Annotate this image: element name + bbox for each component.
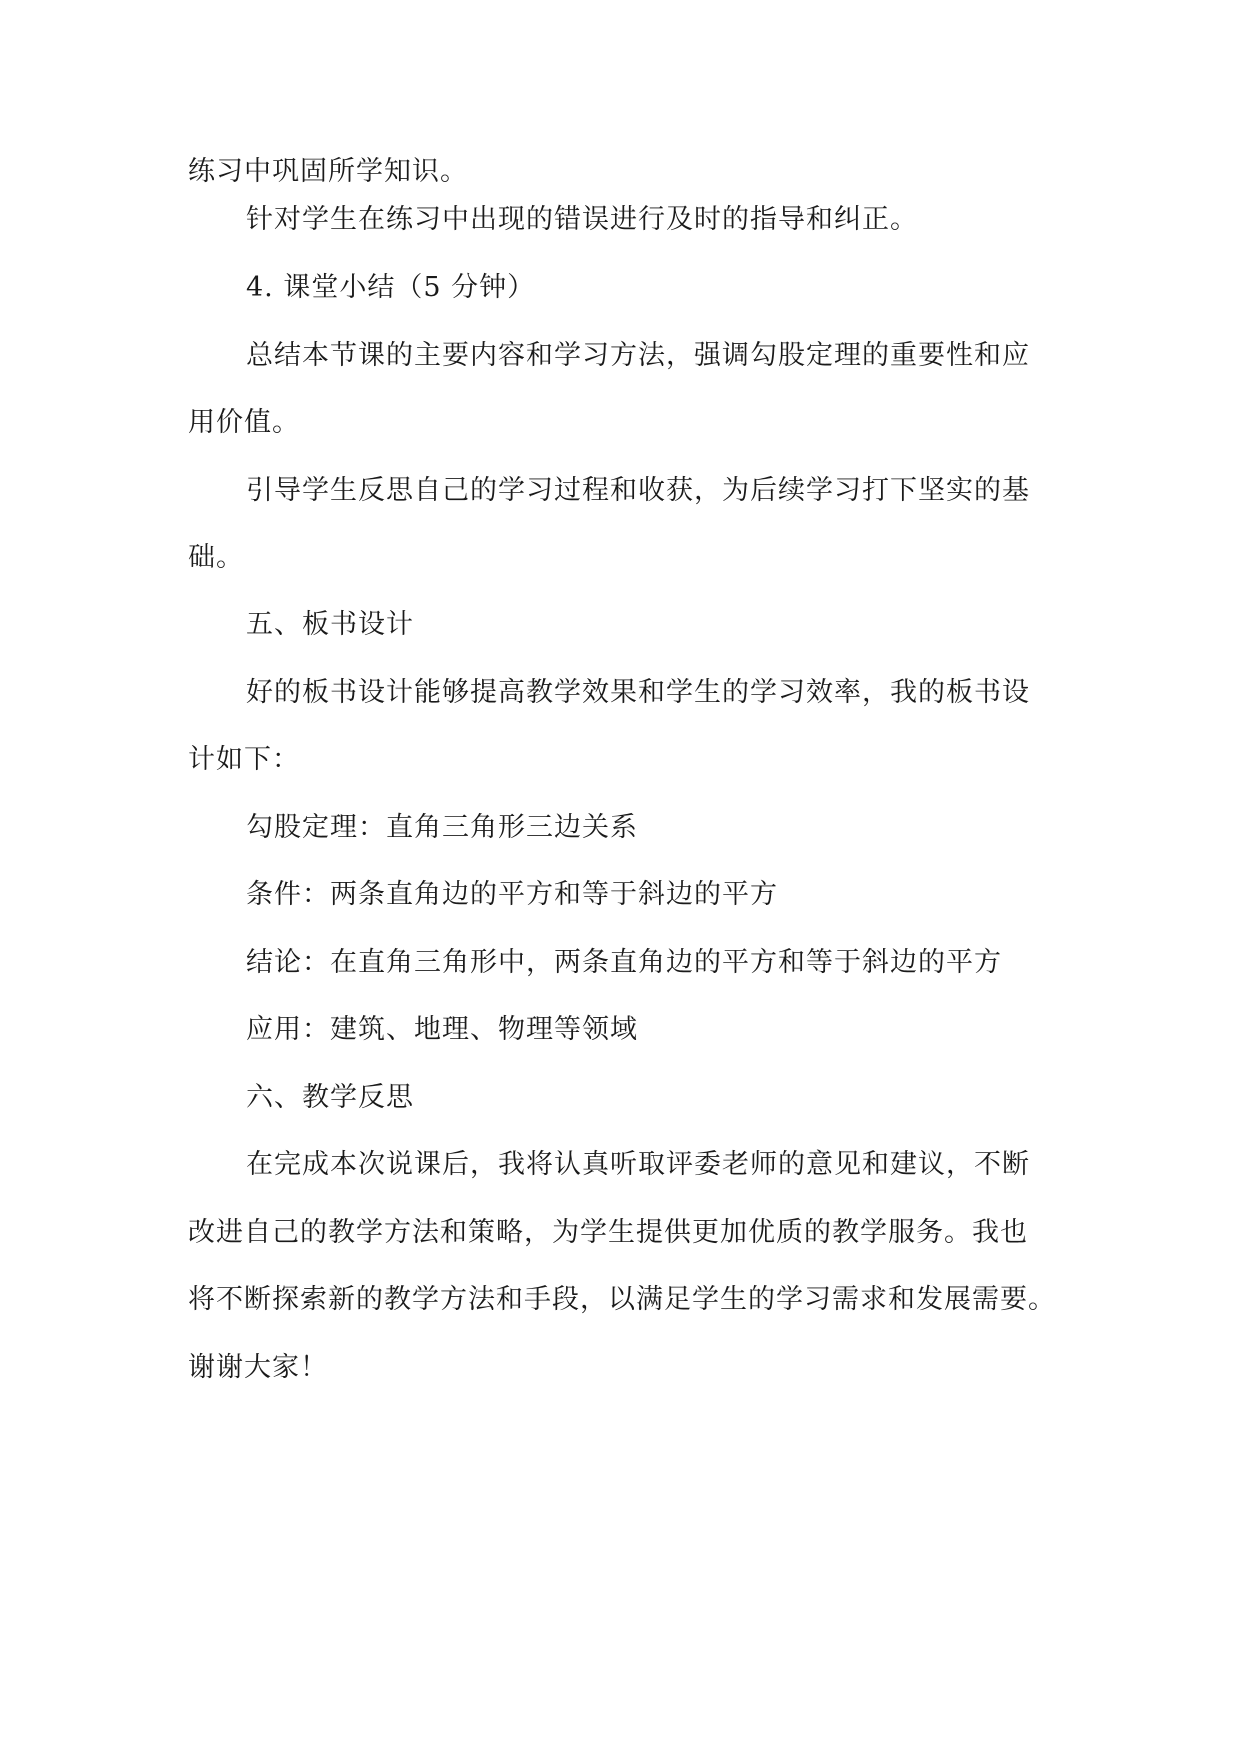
paragraph-line: 引导学生反思自己的学习过程和收获，为后续学习打下坚实的基	[246, 475, 1030, 506]
paragraph-line: 础。	[188, 542, 244, 573]
board-item: 应用：建筑、地理、物理等领域	[246, 1014, 638, 1045]
board-item: 结论：在直角三角形中，两条直角边的平方和等于斜边的平方	[246, 947, 1002, 978]
paragraph-line: 好的板书设计能够提高教学效果和学生的学习效率，我的板书设	[246, 677, 1030, 708]
paragraph-line: 在完成本次说课后，我将认真听取评委老师的意见和建议，不断	[246, 1149, 1030, 1180]
paragraph-line: 总结本节课的主要内容和学习方法，强调勾股定理的重要性和应	[246, 340, 1030, 371]
paragraph-line: 针对学生在练习中出现的错误进行及时的指导和纠正。	[246, 204, 918, 235]
paragraph-line: 改进自己的教学方法和策略，为学生提供更加优质的教学服务。我也	[188, 1217, 1028, 1248]
paragraph-line: 计如下：	[188, 744, 300, 775]
section-heading: 六、教学反思	[246, 1082, 414, 1113]
board-item: 条件：两条直角边的平方和等于斜边的平方	[246, 879, 778, 910]
section-heading: 五、板书设计	[246, 609, 414, 640]
paragraph-line: 练习中巩固所学知识。	[188, 156, 468, 187]
paragraph-line: 用价值。	[188, 407, 300, 438]
section-heading: 4. 课堂小结（5 分钟）	[246, 272, 536, 303]
board-item: 勾股定理：直角三角形三边关系	[246, 812, 638, 843]
paragraph-line: 将不断探索新的教学方法和手段，以满足学生的学习需求和发展需要。	[188, 1284, 1056, 1315]
paragraph-line: 谢谢大家！	[188, 1352, 328, 1383]
